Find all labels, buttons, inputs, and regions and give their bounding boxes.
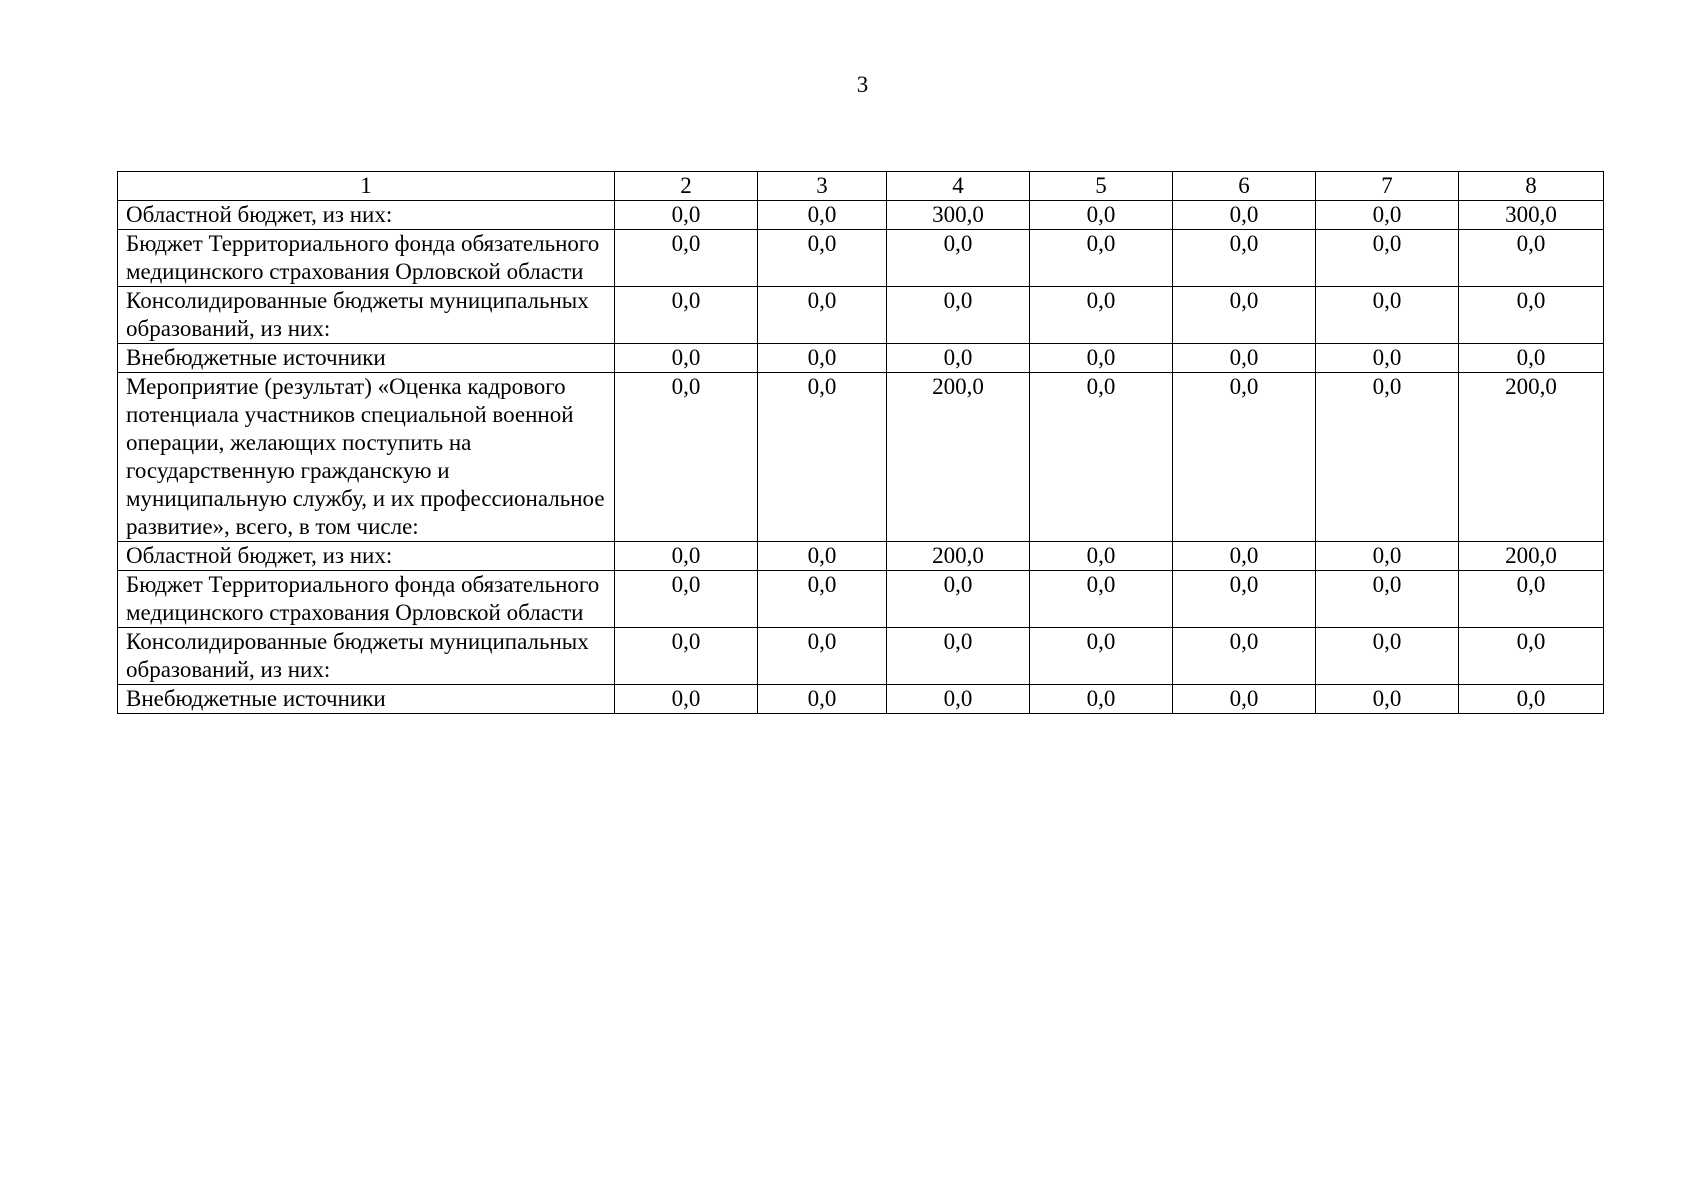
value-cell: 0,0 [1030, 201, 1173, 230]
value-cell: 0,0 [1173, 201, 1316, 230]
value-cell: 200,0 [887, 373, 1030, 542]
table-row [118, 628, 1604, 685]
column-header: 2 [615, 172, 758, 201]
value-cell: 0,0 [615, 230, 758, 287]
value-cell: 200,0 [1459, 373, 1604, 542]
value-cell: 0,0 [1316, 201, 1459, 230]
value-cell: 0,0 [1173, 373, 1316, 542]
table-header-row [118, 172, 1604, 201]
row-label: Областной бюджет, из них: [118, 201, 615, 230]
value-cell: 0,0 [1030, 542, 1173, 571]
value-cell: 0,0 [1030, 344, 1173, 373]
column-header: 8 [1459, 172, 1604, 201]
value-cell: 0,0 [1316, 571, 1459, 628]
value-cell: 0,0 [887, 230, 1030, 287]
column-header: 5 [1030, 172, 1173, 201]
value-cell: 0,0 [1459, 571, 1604, 628]
row-label: Бюджет Территориального фонда обязательного медицинского страхования Орловской области [118, 230, 615, 287]
value-cell: 0,0 [1316, 628, 1459, 685]
value-cell: 0,0 [615, 287, 758, 344]
value-cell: 0,0 [887, 628, 1030, 685]
value-cell: 300,0 [887, 201, 1030, 230]
value-cell: 0,0 [887, 344, 1030, 373]
column-header: 1 [118, 172, 615, 201]
table-row [118, 373, 1604, 542]
value-cell: 0,0 [615, 344, 758, 373]
value-cell: 0,0 [615, 685, 758, 714]
value-cell: 0,0 [758, 230, 887, 287]
column-header: 7 [1316, 172, 1459, 201]
table-row [118, 201, 1604, 230]
value-cell: 0,0 [758, 373, 887, 542]
value-cell: 0,0 [1173, 571, 1316, 628]
page-number: 3 [856, 72, 869, 97]
value-cell: 0,0 [1173, 230, 1316, 287]
table-row [118, 542, 1604, 571]
value-cell: 0,0 [1459, 344, 1604, 373]
value-cell: 0,0 [615, 373, 758, 542]
value-cell: 0,0 [1316, 542, 1459, 571]
table-row [118, 571, 1604, 628]
table-body [118, 201, 1604, 714]
value-cell: 0,0 [758, 287, 887, 344]
column-header: 4 [887, 172, 1030, 201]
table-row [118, 344, 1604, 373]
value-cell: 0,0 [1173, 628, 1316, 685]
value-cell: 0,0 [887, 685, 1030, 714]
value-cell: 0,0 [1316, 287, 1459, 344]
table-row [118, 230, 1604, 287]
row-label: Внебюджетные источники [118, 344, 615, 373]
value-cell: 0,0 [758, 685, 887, 714]
value-cell: 0,0 [758, 542, 887, 571]
row-label: Мероприятие (результат) «Оценка кадрового потенциала участников специальной военной операции, желающих поступить на государственную гражданскую и муниципальную службу, и их профессиональное развитие», всего, в том числе: [118, 373, 615, 542]
value-cell: 0,0 [758, 344, 887, 373]
value-cell: 0,0 [615, 571, 758, 628]
value-cell: 300,0 [1459, 201, 1604, 230]
table-row [118, 287, 1604, 344]
row-label: Внебюджетные источники [118, 685, 615, 714]
column-header: 3 [758, 172, 887, 201]
value-cell: 0,0 [1030, 287, 1173, 344]
table-row [118, 685, 1604, 714]
value-cell: 0,0 [1173, 685, 1316, 714]
value-cell: 0,0 [1459, 685, 1604, 714]
row-label: Бюджет Территориального фонда обязательного медицинского страхования Орловской области [118, 571, 615, 628]
row-label: Консолидированные бюджеты муниципальных образований, из них: [118, 287, 615, 344]
value-cell: 0,0 [1030, 571, 1173, 628]
value-cell: 0,0 [1459, 230, 1604, 287]
value-cell: 0,0 [1316, 373, 1459, 542]
value-cell: 0,0 [615, 201, 758, 230]
value-cell: 0,0 [615, 542, 758, 571]
value-cell: 0,0 [1030, 685, 1173, 714]
value-cell: 0,0 [1030, 230, 1173, 287]
value-cell: 0,0 [1316, 344, 1459, 373]
value-cell: 200,0 [887, 542, 1030, 571]
value-cell: 0,0 [758, 628, 887, 685]
value-cell: 0,0 [1459, 287, 1604, 344]
value-cell: 0,0 [1173, 344, 1316, 373]
row-label: Консолидированные бюджеты муниципальных образований, из них: [118, 628, 615, 685]
value-cell: 0,0 [615, 628, 758, 685]
value-cell: 0,0 [758, 571, 887, 628]
value-cell: 200,0 [1459, 542, 1604, 571]
budget-table [117, 171, 1604, 714]
value-cell: 0,0 [887, 287, 1030, 344]
column-header: 6 [1173, 172, 1316, 201]
row-label: Областной бюджет, из них: [118, 542, 615, 571]
value-cell: 0,0 [1173, 287, 1316, 344]
value-cell: 0,0 [1459, 628, 1604, 685]
value-cell: 0,0 [1316, 230, 1459, 287]
value-cell: 0,0 [758, 201, 887, 230]
value-cell: 0,0 [887, 571, 1030, 628]
value-cell: 0,0 [1173, 542, 1316, 571]
value-cell: 0,0 [1316, 685, 1459, 714]
value-cell: 0,0 [1030, 373, 1173, 542]
value-cell: 0,0 [1030, 628, 1173, 685]
